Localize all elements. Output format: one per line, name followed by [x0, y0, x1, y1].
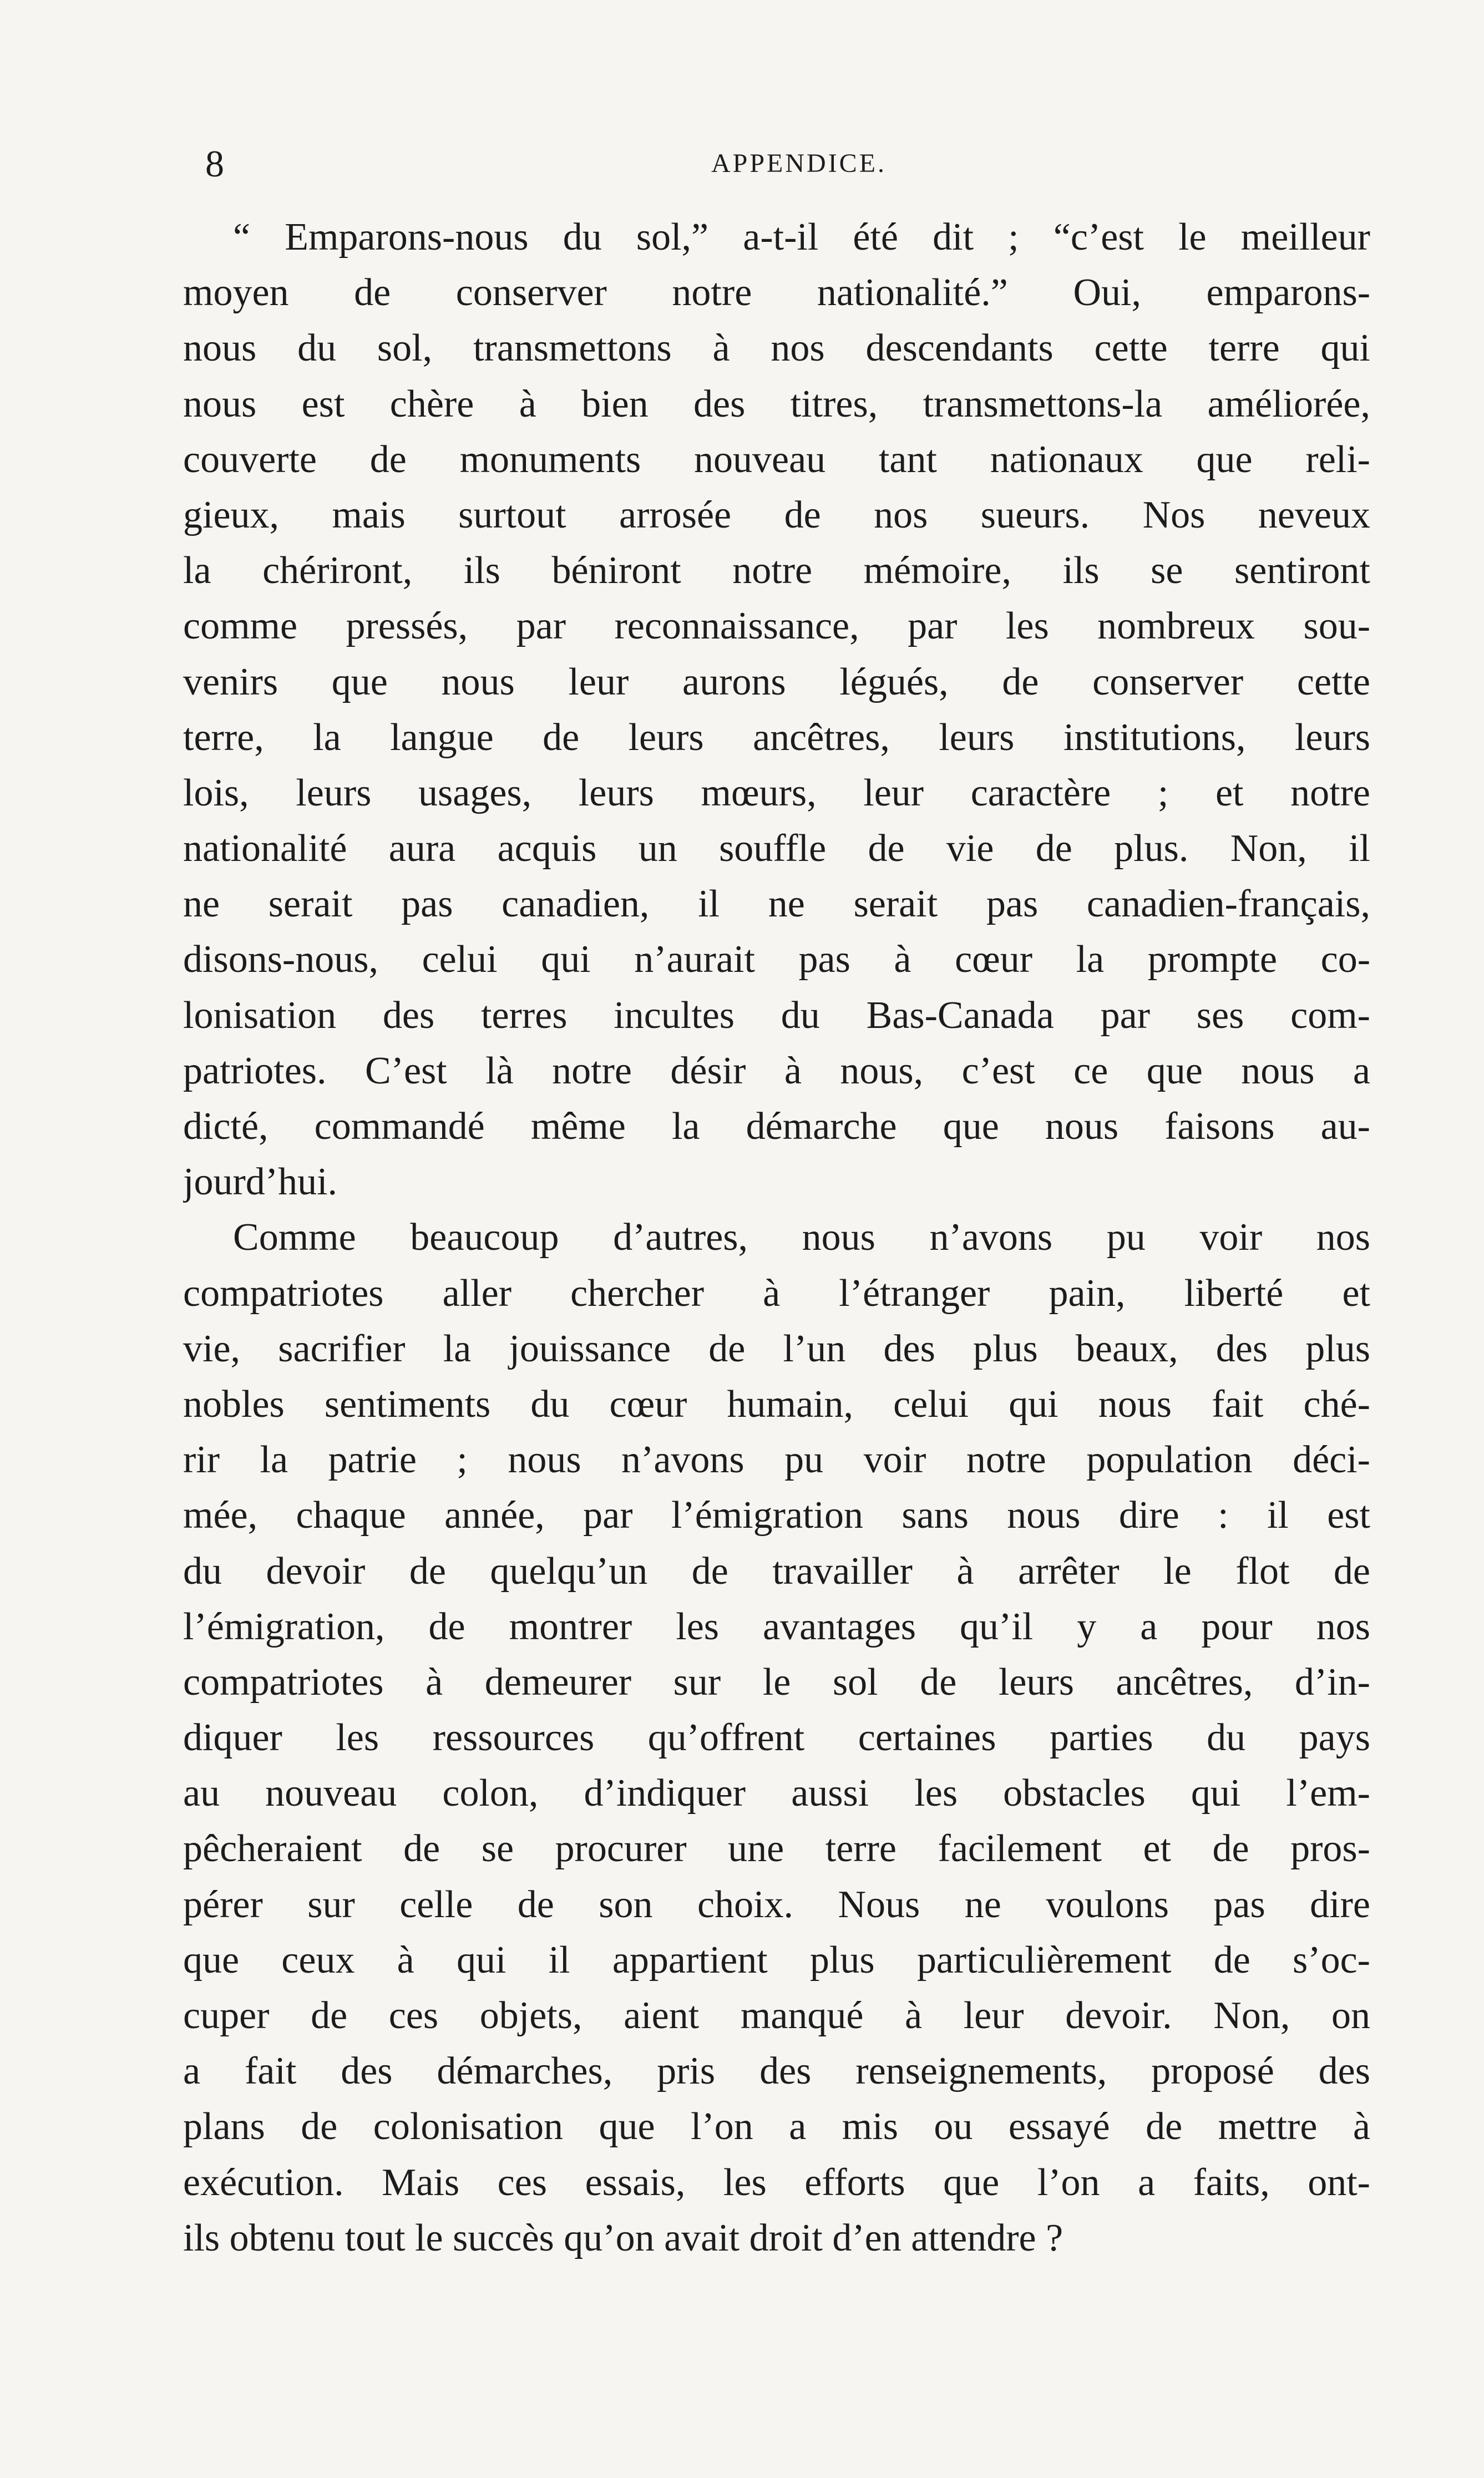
text-line: nous est chère à bien des titres, transmettons-la améliorée,	[183, 382, 1370, 425]
paragraph-2	[183, 1210, 1370, 2266]
text-line: a fait des démarches, pris des renseignements, proposé des	[183, 2050, 1370, 2093]
text-line: au nouveau colon, d’indiquer aussi les obstacles qui l’em-	[183, 1772, 1370, 1815]
text-line: que ceux à qui il appartient plus particulièrement de s’oc-	[183, 1938, 1370, 1982]
text-line: du devoir de quelqu’un de travailler à arrêter le flot de	[183, 1549, 1370, 1593]
text-line: ils obtenu tout le succès qu’on avait droit d’en attendre ?	[183, 2216, 1063, 2259]
text-line: Comme beaucoup d’autres, nous n’avons pu voir nos	[233, 1216, 1370, 1259]
text-line: compatriotes à demeurer sur le sol de leurs ancêtres, d’in-	[183, 1660, 1370, 1704]
text-line: “ Emparons-nous du sol,” a-t-il été dit ; “c’est le meilleur	[233, 216, 1370, 259]
text-line: rir la patrie ; nous n’avons pu voir notre population déci-	[183, 1438, 1370, 1482]
text-line: l’émigration, de montrer les avantages qu’il y a pour nos	[183, 1605, 1370, 1648]
page-number: 8	[205, 143, 224, 185]
paragraph-1	[183, 210, 1370, 1210]
text-line: nationalité aura acquis un souffle de vie de plus. Non, il	[183, 827, 1370, 870]
text-line: mée, chaque année, par l’émigration sans nous dire : il est	[183, 1494, 1370, 1537]
text-line: venirs que nous leur aurons légués, de conserver cette	[183, 660, 1370, 703]
text-line: comme pressés, par reconnaissance, par les nombreux sou-	[183, 605, 1370, 648]
text-line: la chériront, ils béniront notre mémoire, ils se sentiront	[183, 549, 1370, 592]
text-line: terre, la langue de leurs ancêtres, leurs institutions, leurs	[183, 716, 1370, 759]
text-line: exécution. Mais ces essais, les efforts que l’on a faits, ont-	[183, 2161, 1370, 2204]
page-header	[205, 139, 1392, 189]
text-line: patriotes. C’est là notre désir à nous, c’est ce que nous a	[183, 1049, 1370, 1092]
text-line: jourd’hui.	[183, 1161, 338, 1204]
text-line: moyen de conserver notre nationalité.” Oui, emparons-	[183, 271, 1370, 315]
text-line: pérer sur celle de son choix. Nous ne voulons pas dire	[183, 1883, 1370, 1926]
text-line: diquer les ressources qu’offrent certaines parties du pays	[183, 1716, 1370, 1760]
text-line: nous du sol, transmettons à nos descendants cette terre qui	[183, 327, 1370, 370]
text-line: vie, sacrifier la jouissance de l’un des plus beaux, des plus	[183, 1327, 1370, 1370]
text-line: ne serait pas canadien, il ne serait pas canadien-français,	[183, 883, 1370, 926]
text-line: lonisation des terres incultes du Bas-Canada par ses com-	[183, 994, 1370, 1037]
text-line: compatriotes aller chercher à l’étranger pain, liberté et	[183, 1271, 1370, 1315]
body-text	[183, 210, 1370, 2266]
text-line: disons-nous, celui qui n’aurait pas à cœur la prompte co-	[183, 938, 1370, 981]
running-head: APPENDICE.	[711, 149, 887, 178]
text-line: plans de colonisation que l’on a mis ou essayé de mettre à	[183, 2105, 1370, 2148]
text-line: dicté, commandé même la démarche que nous faisons au-	[183, 1105, 1370, 1148]
text-line: pêcheraient de se procurer une terre facilement et de pros-	[183, 1827, 1370, 1871]
text-line: nobles sentiments du cœur humain, celui qui nous fait ché-	[183, 1382, 1370, 1426]
text-line: couverte de monuments nouveau tant nationaux que reli-	[183, 438, 1370, 481]
text-line: lois, leurs usages, leurs mœurs, leur caractère ; et notre	[183, 771, 1370, 814]
text-line: cuper de ces objets, aient manqué à leur devoir. Non, on	[183, 1994, 1370, 2037]
text-line: gieux, mais surtout arrosée de nos sueurs. Nos neveux	[183, 493, 1370, 536]
